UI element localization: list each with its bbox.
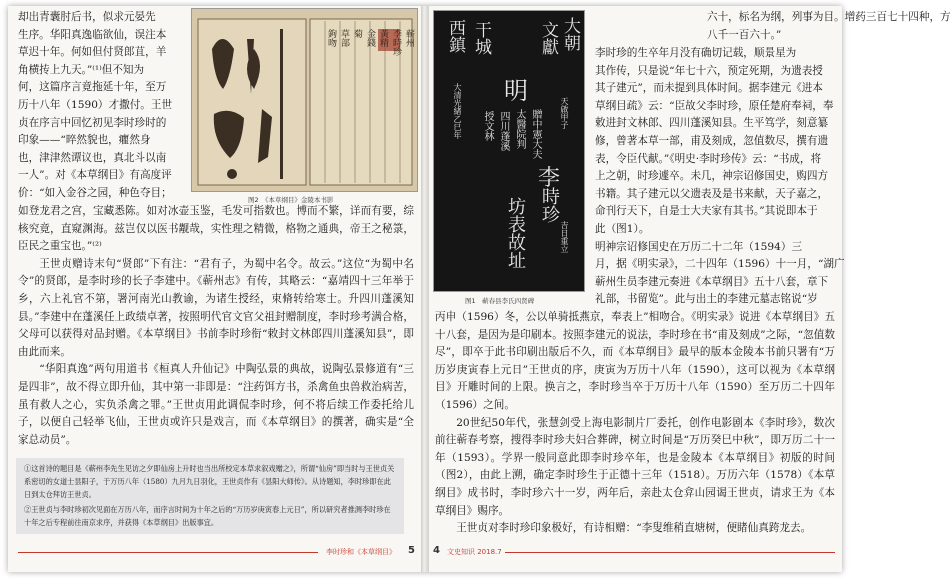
right-body: [435, 309, 835, 538]
intro-line: 价：“如入金谷之园，种色夺目；: [18, 186, 172, 199]
page-number-left: 5: [408, 545, 415, 556]
side-line: 蕲州生员李建元奏进《本草纲目》五十八套，章下: [595, 275, 829, 288]
right-paragraph-2: 20世纪50年代，张慧剑受上海电影制片厂委托，创作电影剧本《李时珍》，数次前往蕲春考察，搜得李时珍夫妇合葬碑，树立时间是“万历癸巳中秋”，即万历二十一年（1593）。学界一般同意此即李时珍卒年，也是金陵本《本草纲目》初版的时间（图2），由此上溯，确定李时珍生于正德十三年（1518）。万历六年（1578）《本草纲目》成书时，李时珍六十一岁，两年后，亲赴太仓弇山园谒王世贞，请求王为《本草纲目》赐序。: [435, 416, 835, 517]
book-gutter: [421, 6, 429, 572]
stele-column-a: 贈中憲大夫: [530, 109, 541, 159]
print-column-6: 草部: [339, 29, 349, 47]
side-line: 李时珍的生卒年月没有确切记载，顺景星为: [595, 47, 797, 59]
figure-1-stele-image: [433, 10, 585, 292]
intro-line: 历十八年（1590）才撒付。王世: [18, 98, 173, 111]
stele-given-name: 時珍: [539, 187, 560, 223]
side-line: 上之朝，时珍遽卒。未几，神宗诏修国史，购四方: [595, 170, 829, 183]
magazine-spread: [8, 6, 951, 572]
left-page: [8, 6, 421, 572]
right-paragraph-3: 王世贞对李时珍印象极好，有诗相赠：“李叟维稍直塘树，便睹仙真跨龙去。: [456, 522, 812, 535]
intro-line: 也，津津然谭议也，真北斗以南: [18, 151, 167, 164]
intro-column: [18, 9, 186, 203]
side-line: 礼部，书留览”。此与出土的李建元墓志铭说“岁: [595, 293, 818, 306]
figure-2-caption: 图2 《本草纲目》金陵本书影: [248, 196, 334, 204]
stele-column-b: 太醫院判: [514, 109, 525, 149]
side-line: 此（图1）。: [595, 222, 650, 235]
intro-line: 角横抟上九天。”⁽¹⁾但不知为: [18, 63, 145, 76]
top-line: 六十，标名为纲，列事为目。增药三百七十四种，方: [707, 11, 951, 23]
stele-top-left: 干城: [471, 21, 491, 55]
side-line: 书籍。其子建元以父遗表及是书来献，天子嘉之，: [595, 187, 829, 200]
side-line: 修，曾著本草一部，甫及刻成，忽值数尽，撰有遗: [595, 134, 829, 147]
stele-top-far: 大朝: [560, 17, 580, 51]
stele-rubbing: [434, 11, 584, 291]
side-line: 草纲目疏》云：“臣故父李时珍，原任楚府奉祠，奉: [595, 99, 834, 112]
intro-line: 草迟十年。何如但付贤郎苴，羊: [18, 46, 167, 59]
side-line: 表，令臣代献。”《明史·李时珍传》云：“书成，将: [595, 152, 822, 165]
side-line: 明神宗诏修国史在万历二十二年（1594）三: [595, 240, 803, 253]
print-column-7: 鉤吻: [326, 29, 336, 47]
stele-left-inscription: 大清光緒乙巳年: [453, 83, 462, 139]
right-page: [429, 6, 951, 572]
side-line: 月，据《明实录》，二十四年（1596）十一月，“湖广: [595, 258, 845, 271]
stele-left-far: 西鎮: [445, 19, 465, 53]
intro-line: 生序。华阳真逸临欲仙，误注本: [18, 28, 167, 41]
paragraph-1-continued: 如登龙君之宫，宝藏悉陈。如对冰壶玉鉴，毛发可指数也。博而不繁，详而有要，综核究竟，直窥渊海。兹岂仅以医书觏哉，实性理之精微，格物之通典，帝王之秘箓，臣民之重宝也。”⁽²⁾: [18, 205, 414, 253]
stele-column-c: 四川蓬溪: [498, 111, 509, 151]
top-line: 八千一百六十。”: [707, 28, 782, 41]
side-line: 命刊行天下，自是士大夫家有其书。”其说即本于: [595, 205, 818, 218]
intro-line: 何，这篇序言竟拖延十年，至万: [18, 81, 167, 94]
stele-main-character: 明: [504, 77, 528, 105]
footnote-1: ①这首诗的题目是《蕲州李先生见访之夕即仙房上升时也当出所校定本草求叙戏赠之》，所谓“仙房”即当时与王世贞关系密切的女道士昙阳子，于万历八年（1580）九月九日羽化，王世贞作有《昙阳大师传》。从诗题知，李时珍即在此日到太仓拜访王世贞。: [24, 464, 395, 499]
left-body: [18, 203, 414, 449]
intro-line: 贞在序言中回忆初见李时珍时的: [18, 116, 167, 129]
stele-surname: 李: [538, 166, 561, 191]
stele-right-inscription: 天啟甲子: [560, 97, 569, 129]
intro-line: 印象——“晬然貌也，癯然身: [18, 134, 151, 147]
figure-2-book-image: [191, 8, 418, 192]
print-column-4: 金錢: [365, 29, 375, 47]
page-number-right: 4: [433, 545, 440, 556]
print-column-2: 李時珍: [391, 29, 401, 56]
paragraph-3: “华阳真逸”两句用道书《桓真人升仙记》中陶弘景的典故，说陶弘景修道有“三是四非”，故不得立即升仙，其中第一非即是：“注药饵方书，杀禽鱼虫兽救治病苦，虽有救人之心，实负杀禽之罪。”王世贞用此调侃李时珍，何不将后续工作委托给儿子，以便自己轻举飞仙，王世贞或许只是戏言，而《本草纲目》的撰著，确实是“全家总动员”。: [18, 363, 414, 446]
side-line: 敕进封文林郎、四川蓬溪知县。生平笃学，刻意纂: [595, 117, 829, 130]
print-columns: [314, 29, 414, 179]
stele-column-d: 授文林: [482, 111, 493, 141]
footnotes-box: [16, 458, 404, 534]
right-top-lines: [707, 9, 951, 44]
print-column-1: 蕲州: [404, 29, 414, 47]
footer-magazine-issue: 文史知识 2018.7: [447, 548, 502, 556]
intro-line: 却出青囊肘后书，似求元晏先: [18, 11, 156, 23]
stele-archway-text: 坊表故址: [505, 197, 526, 269]
footer-series-title: 李时珍和《本草纲目》: [326, 548, 396, 556]
stele-bottom-inscription: 吉日重立: [560, 221, 569, 253]
right-side-column: [595, 45, 845, 309]
side-line: 其作传，只是说“年七十六，预定死期，为遗表授: [595, 64, 823, 77]
paragraph-2: 王世贞赠诗末句“贤郎”下有注：“君有子，为蜀中名令。故云。”这位“为蜀中名令”的贤郎，是李时珍的长子李建中。《蕲州志》有传，其略云：“嘉靖四十三年举于乡，六上礼官不第，署河南光山教谕，为诸生授经，束脩转给寒士。升四川蓬溪知县。”李建中在蓬溪任上政绩卓著，按照明代官文官父祖封赠制度，李时珍考满合格，父母可以获得对品封赠。《本草纲目》书前李时珍衔“敕封文林郎四川蓬溪知县”，即由此而来。: [18, 257, 414, 358]
print-column-5: 菊: [352, 29, 362, 38]
footer-rule: [18, 552, 318, 553]
print-column-3: 黃精: [378, 29, 388, 47]
footnote-2: ②王世贞与李时珍初次见面在万历八年，而序言时间为十年之后的“万历岁庚寅春上元日”，所以研究者推测李时珍在十年之后专程前往南京求序，并获得《本草纲目》出版事宜。: [24, 505, 391, 527]
intro-line: 一人”。对《本草纲目》有高度评: [18, 169, 172, 182]
figure-1-caption: 图1 蕲春县李氏四贤碑: [465, 297, 535, 305]
side-line: 其子建元”，而未提到具体时间。据李建元《进本: [595, 82, 823, 95]
footer-rule-right: [505, 552, 835, 553]
right-paragraph-continued: 丙申（1596）冬，公以单骑抵燕京，奉表上”相吻合。《明实录》说进《本草纲目》五十八套，是因为是印刷本。按照李建元的说法，李时珍在书“甫及刻成”之际，“忽值数尽”，即卒于此书印刷出版后不久，而《本草纲目》最早的版本金陵本书前只署有“万历岁庚寅春上元日”王世贞的序，庚寅为万历十八年（1590），这可以视为《本草纲目》开雕时间的上限。换言之，李时珍当卒于万历十八年（1590）至万历二十四年（1596）之间。: [435, 311, 835, 411]
stele-top-right: 文獻: [538, 21, 558, 55]
